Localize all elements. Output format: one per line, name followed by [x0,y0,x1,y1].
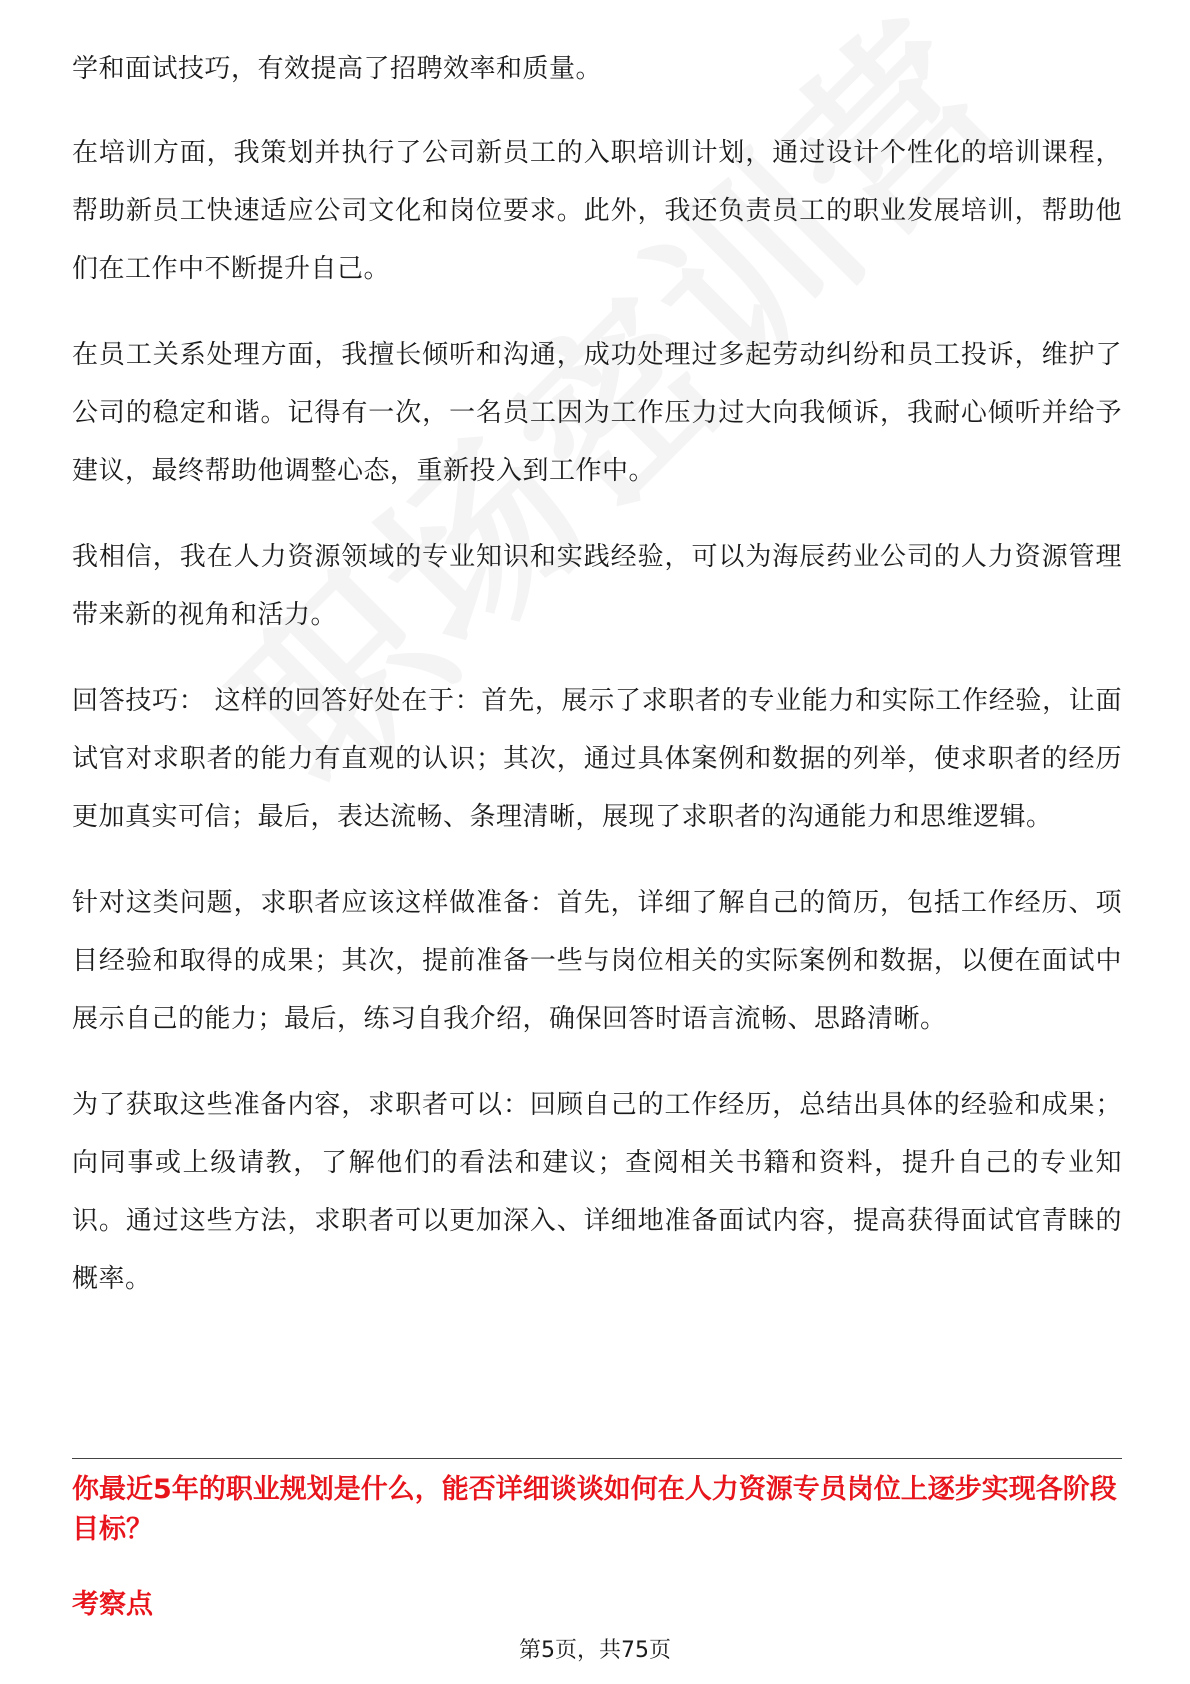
page-number-footer: 第5页，共75页 [519,1638,671,1663]
section-label: 考察点 [72,1589,153,1620]
paragraph: 学和面试技巧，有效提高了招聘效率和质量。 [72,54,603,84]
paragraph: 在员工关系处理方面，我擅长倾听和沟通，成功处理过多起劳动纠纷和员工投诉，维护了公司的稳定和谐。记得有一次，一名员工因为工作压力过大向我倾诉，我耐心倾听并给予建议，最终帮助他调整心态，重新投入到工作中。 [72,340,1122,486]
paragraph: 在培训方面，我策划并执行了公司新员工的入职培训计划，通过设计个性化的培训课程，帮助新员工快速适应公司文化和岗位要求。此外，我还负责员工的职业发展培训，帮助他们在工作中不断提升自己。 [72,138,1122,284]
section-divider [72,1458,1122,1459]
document-body [72,40,1122,1336]
answer-tips-paragraph: 回答技巧： 这样的回答好处在于：首先，展示了求职者的专业能力和实际工作经验，让面试官对求职者的能力有直观的认识；其次，通过具体案例和数据的列举，使求职者的经历更加真实可信；最后，表达流畅、条理清晰，展现了求职者的沟通能力和思维逻辑。 [72,686,1122,832]
paragraph: 为了获取这些准备内容，求职者可以：回顾自己的工作经历，总结出具体的经验和成果；向同事或上级请教，了解他们的看法和建议；查阅相关书籍和资料，提升自己的专业知识。通过这些方法，求职者可以更加深入、详细地准备面试内容，提高获得面试官青睐的概率。 [72,1090,1122,1294]
interview-question-heading: 你最近5年的职业规划是什么，能否详细谈谈如何在人力资源专员岗位上逐步实现各阶段目标？ [72,1474,1117,1545]
paragraph: 我相信，我在人力资源领域的专业知识和实践经验，可以为海辰药业公司的人力资源管理带来新的视角和活力。 [72,542,1122,630]
paragraph: 针对这类问题，求职者应该这样做准备：首先，详细了解自己的简历，包括工作经历、项目经验和取得的成果；其次，提前准备一些与岗位相关的实际案例和数据，以便在面试中展示自己的能力；最后，练习自我介绍，确保回答时语言流畅、思路清晰。 [72,888,1122,1034]
